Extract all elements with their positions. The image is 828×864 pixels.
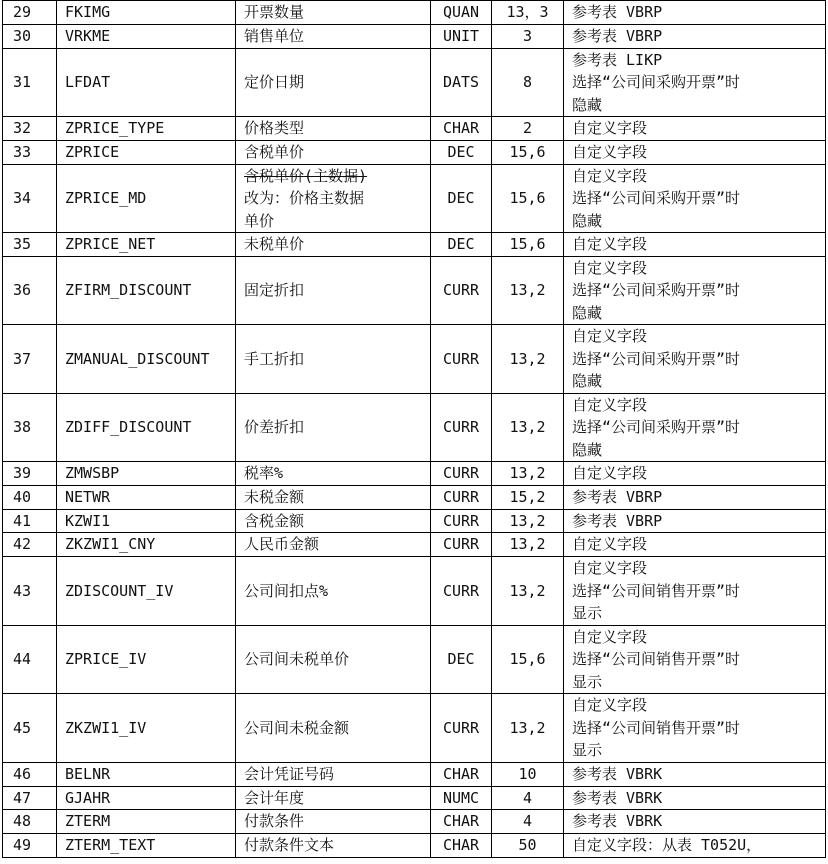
table-row (3, 485, 826, 509)
table-row (3, 694, 826, 763)
row-number-cell: 37 (3, 325, 57, 394)
note-cell (564, 810, 826, 834)
note-cell (564, 393, 826, 462)
length-cell: 13,2 (492, 557, 564, 626)
note-cell-line: 选择“公司间销售开票”时 (572, 581, 741, 600)
field-name-cell: ZFIRM_DISCOUNT (57, 256, 236, 325)
data-type-cell: CHAR (431, 834, 492, 858)
row-number-cell: 36 (3, 256, 57, 325)
note-cell-line: 显示 (572, 672, 603, 691)
table-row (3, 625, 826, 694)
row-number-cell: 35 (3, 233, 57, 257)
table-row (3, 762, 826, 786)
note-cell (564, 557, 826, 626)
description-cell (236, 24, 431, 48)
note-cell (564, 762, 826, 786)
note-cell (564, 694, 826, 763)
note-cell-line: 参考表 VBRP (572, 3, 663, 21)
row-number-cell: 46 (3, 762, 57, 786)
table-row (3, 393, 826, 462)
note-cell (564, 625, 826, 694)
row-number-cell: 29 (3, 1, 57, 25)
data-type-cell: DEC (431, 625, 492, 694)
field-name-cell: VRKME (57, 24, 236, 48)
length-cell: 13,2 (492, 533, 564, 557)
data-type-cell: CURR (431, 325, 492, 394)
data-type-cell: DEC (431, 233, 492, 257)
note-cell (564, 834, 826, 858)
table-row (3, 325, 826, 394)
table-row (3, 48, 826, 117)
description-cell-line: 单价 (244, 211, 275, 230)
note-cell (564, 485, 826, 509)
note-cell-line: 选择“公司间采购开票”时 (572, 281, 741, 299)
description-cell (236, 233, 431, 257)
table-row (3, 233, 826, 257)
data-type-cell: DEC (431, 141, 492, 165)
length-cell: 13,2 (492, 509, 564, 533)
description-cell-line: 开票数量 (244, 3, 305, 21)
description-cell (236, 834, 431, 858)
field-name-cell: GJAHR (57, 786, 236, 810)
description-cell-line: 固定折扣 (244, 281, 305, 299)
row-number-cell: 42 (3, 533, 57, 557)
field-name-cell: KZWI1 (57, 509, 236, 533)
note-cell-line: 选择“公司间采购开票”时 (572, 73, 741, 91)
field-name-cell: ZPRICE_IV (57, 625, 236, 694)
note-cell-line: 选择“公司间销售开票”时 (572, 718, 741, 737)
row-number-cell: 43 (3, 557, 57, 626)
row-number-cell: 45 (3, 694, 57, 763)
description-cell (236, 762, 431, 786)
description-cell-line: 未税金额 (244, 487, 305, 506)
length-cell: 4 (492, 810, 564, 834)
note-cell-line: 自定义字段 (572, 395, 648, 414)
description-cell (236, 533, 431, 557)
description-cell-line: 含税金额 (244, 511, 305, 530)
note-cell (564, 141, 826, 165)
description-cell (236, 141, 431, 165)
data-type-cell: CURR (431, 557, 492, 626)
note-cell (564, 233, 826, 257)
note-cell-line: 自定义字段 (572, 143, 648, 161)
note-cell-line: 自定义字段：从表 T052U， (572, 836, 762, 854)
row-number-cell: 38 (3, 393, 57, 462)
length-cell: 4 (492, 786, 564, 810)
length-cell: 2 (492, 117, 564, 141)
length-cell: 13,2 (492, 325, 564, 394)
note-cell (564, 48, 826, 117)
data-type-cell: DEC (431, 164, 492, 233)
note-cell-line: 自定义字段 (572, 535, 648, 554)
row-number-cell: 31 (3, 48, 57, 117)
table-row (3, 810, 826, 834)
description-cell-line: 会计年度 (244, 788, 305, 807)
data-type-cell: CURR (431, 533, 492, 557)
data-type-cell: DATS (431, 48, 492, 117)
note-cell-line: 自定义字段 (572, 627, 648, 646)
description-cell (236, 1, 431, 25)
data-type-cell: CHAR (431, 762, 492, 786)
data-type-cell: CURR (431, 509, 492, 533)
note-cell (564, 533, 826, 557)
description-cell-line: 人民币金额 (244, 535, 320, 554)
field-name-cell: ZPRICE_MD (57, 164, 236, 233)
field-name-cell: LFDAT (57, 48, 236, 117)
table-body (3, 1, 826, 858)
row-number-cell: 49 (3, 834, 57, 858)
note-cell-line: 参考表 VBRP (572, 511, 663, 530)
table-row (3, 557, 826, 626)
data-type-cell: CURR (431, 256, 492, 325)
note-cell-line: 自定义字段 (572, 559, 648, 577)
note-cell-line: 隐藏 (572, 303, 603, 322)
data-type-cell: CURR (431, 393, 492, 462)
table-row (3, 834, 826, 858)
description-cell-line: 价差折扣 (244, 418, 305, 436)
description-cell-line: 付款条件文本 (244, 836, 335, 854)
length-cell: 15,6 (492, 164, 564, 233)
note-cell-line: 参考表 VBRP (572, 26, 663, 45)
note-cell (564, 164, 826, 233)
note-cell-line: 参考表 VBRK (572, 788, 663, 807)
table-row (3, 509, 826, 533)
row-number-cell: 32 (3, 117, 57, 141)
row-number-cell: 44 (3, 625, 57, 694)
field-name-cell: ZPRICE_TYPE (57, 117, 236, 141)
note-cell-line: 自定义字段 (572, 119, 648, 138)
note-cell-line: 选择“公司间销售开票”时 (572, 650, 741, 668)
note-cell-line: 参考表 VBRK (572, 764, 663, 783)
field-name-cell: ZTERM (57, 810, 236, 834)
row-number-cell: 34 (3, 164, 57, 233)
note-cell-line: 自定义字段 (572, 258, 648, 277)
table-row (3, 141, 826, 165)
description-cell-line: 公司间未税单价 (244, 650, 350, 668)
data-type-cell: CURR (431, 485, 492, 509)
note-cell-line: 隐藏 (572, 372, 603, 390)
description-cell-line: 定价日期 (244, 73, 305, 91)
length-cell: 3 (492, 24, 564, 48)
length-cell: 13,2 (492, 462, 564, 486)
note-cell (564, 462, 826, 486)
note-cell (564, 24, 826, 48)
description-cell-line: 价格类型 (244, 119, 305, 138)
note-cell-line: 自定义字段 (572, 235, 648, 253)
note-cell (564, 509, 826, 533)
description-cell (236, 462, 431, 486)
table-row (3, 1, 826, 25)
data-type-cell: CURR (431, 462, 492, 486)
note-cell-line: 自定义字段 (572, 166, 648, 185)
field-name-cell: NETWR (57, 485, 236, 509)
length-cell: 10 (492, 762, 564, 786)
field-name-cell: ZDISCOUNT_IV (57, 557, 236, 626)
description-cell-line: 税率% (244, 464, 284, 482)
note-cell (564, 1, 826, 25)
note-cell (564, 117, 826, 141)
description-cell-line: 会计凭证号码 (244, 764, 335, 783)
struck-description: 含税单价(主数据) (244, 166, 368, 185)
note-cell-line: 参考表 VBRK (572, 812, 663, 831)
description-cell (236, 810, 431, 834)
description-cell-line: 改为：价格主数据 (244, 189, 365, 207)
description-cell-line: 手工折扣 (244, 349, 305, 368)
note-cell (564, 786, 826, 810)
field-name-cell: ZKZWI1_IV (57, 694, 236, 763)
description-cell-line: 公司间扣点% (244, 581, 329, 600)
note-cell-line: 参考表 LIKP (572, 50, 663, 69)
description-cell (236, 256, 431, 325)
field-name-cell: ZMWSBP (57, 462, 236, 486)
table-row (3, 462, 826, 486)
length-cell: 13,2 (492, 694, 564, 763)
note-cell (564, 256, 826, 325)
field-name-cell: ZPRICE (57, 141, 236, 165)
data-type-cell: NUMC (431, 786, 492, 810)
table-row (3, 24, 826, 48)
table-row (3, 256, 826, 325)
note-cell-line: 隐藏 (572, 211, 603, 230)
note-cell-line: 显示 (572, 604, 603, 622)
table-row (3, 164, 826, 233)
row-number-cell: 48 (3, 810, 57, 834)
field-name-cell: ZDIFF_DISCOUNT (57, 393, 236, 462)
description-cell (236, 625, 431, 694)
field-name-cell: ZTERM_TEXT (57, 834, 236, 858)
field-name-cell: ZPRICE_NET (57, 233, 236, 257)
table-row (3, 786, 826, 810)
row-number-cell: 41 (3, 509, 57, 533)
description-cell (236, 786, 431, 810)
description-cell-line: 未税单价 (244, 235, 305, 253)
length-cell: 50 (492, 834, 564, 858)
note-cell-line: 显示 (572, 741, 603, 759)
description-cell-line: 销售单位 (244, 26, 305, 45)
description-cell (236, 393, 431, 462)
data-type-cell: CHAR (431, 810, 492, 834)
description-cell (236, 164, 431, 233)
note-cell-line: 隐藏 (572, 95, 603, 114)
row-number-cell: 30 (3, 24, 57, 48)
data-type-cell: CHAR (431, 117, 492, 141)
note-cell-line: 选择“公司间采购开票”时 (572, 418, 741, 436)
description-cell (236, 48, 431, 117)
note-cell-line: 自定义字段 (572, 464, 648, 482)
data-type-cell: QUAN (431, 1, 492, 25)
data-type-cell: CURR (431, 694, 492, 763)
description-cell-line: 付款条件 (244, 812, 305, 831)
row-number-cell: 33 (3, 141, 57, 165)
length-cell: 15,6 (492, 141, 564, 165)
length-cell: 13,2 (492, 256, 564, 325)
note-cell-line: 自定义字段 (572, 696, 648, 714)
row-number-cell: 39 (3, 462, 57, 486)
description-cell (236, 694, 431, 763)
length-cell: 15,6 (492, 625, 564, 694)
length-cell: 8 (492, 48, 564, 117)
description-cell (236, 325, 431, 394)
description-cell-line: 含税单价 (244, 143, 305, 161)
note-cell-line: 隐藏 (572, 440, 603, 459)
note-cell-line: 参考表 VBRP (572, 487, 663, 506)
length-cell: 13,2 (492, 393, 564, 462)
description-cell (236, 485, 431, 509)
note-cell (564, 325, 826, 394)
note-cell-line: 自定义字段 (572, 327, 648, 345)
table-row (3, 117, 826, 141)
description-cell (236, 117, 431, 141)
description-cell (236, 557, 431, 626)
description-cell-line: 公司间未税金额 (244, 718, 350, 737)
field-name-cell: BELNR (57, 762, 236, 786)
data-type-cell: UNIT (431, 24, 492, 48)
field-name-cell: ZMANUAL_DISCOUNT (57, 325, 236, 394)
note-cell-line: 选择“公司间采购开票”时 (572, 349, 741, 368)
length-cell: 15,6 (492, 233, 564, 257)
field-name-cell: ZKZWI1_CNY (57, 533, 236, 557)
description-cell (236, 509, 431, 533)
field-name-cell: FKIMG (57, 1, 236, 25)
note-cell-line: 选择“公司间采购开票”时 (572, 189, 741, 207)
length-cell: 13，3 (492, 1, 564, 25)
length-cell: 15,2 (492, 485, 564, 509)
row-number-cell: 40 (3, 485, 57, 509)
row-number-cell: 47 (3, 786, 57, 810)
table-row (3, 533, 826, 557)
field-definition-table (2, 0, 826, 858)
